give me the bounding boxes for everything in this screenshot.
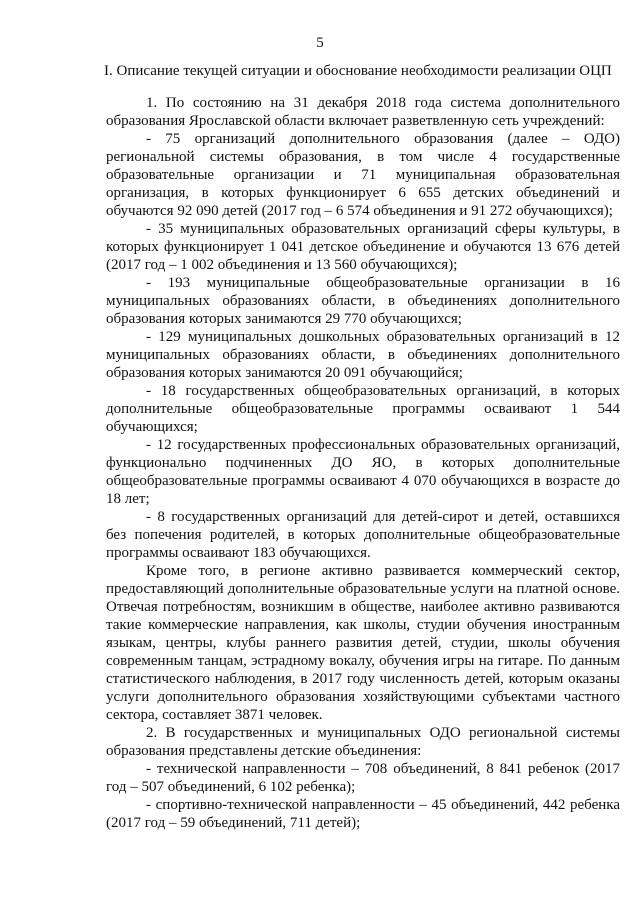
paragraph-associations: 2. В государственных и муниципальных ОДО региональной системы образования представлены детские объединения: xyxy=(106,725,620,759)
list-item-sport-technical: - спортивно-технической направленности – 45 объединений, 442 ребенка (2017 год – 59 объединений, 711 детей); xyxy=(106,797,620,831)
paragraph-intro: 1. По состоянию на 31 декабря 2018 года система дополнительного образования Ярославской области включает разветвленную сеть учреждений: xyxy=(106,95,620,129)
list-item-general-schools: - 193 муниципальные общеобразовательные организации в 16 муниципальных образованиях области, в объединениях дополнительного образования которых занимаются 29 770 обучающихся; xyxy=(106,275,620,327)
document-body xyxy=(106,94,620,832)
list-item-preschool: - 129 муниципальных дошкольных образовательных организаций в 12 муниципальных образованиях области, в объединениях дополнительного образования которых занимаются 20 091 обучающийся; xyxy=(106,329,620,381)
page-number: 5 xyxy=(316,35,324,51)
section-title: I. Описание текущей ситуации и обоснование необходимости реализации ОЦП xyxy=(104,63,612,79)
list-item-odo: - 75 организаций дополнительного образования (далее – ОДО) региональной системы образования, в том числе 4 государственные образовательные организации и 71 муниципальная образовательная организация, в которых функционирует 6 655 детских объединений и обучаются 92 090 детей (2017 год – 6 574 объединения и 91 272 обучающихся); xyxy=(106,131,620,219)
list-item-state-schools: - 18 государственных общеобразовательных организаций, в которых дополнительные общеобразовательные программы осваивают 1 544 обучающихся; xyxy=(106,383,620,435)
list-item-culture: - 35 муниципальных образовательных организаций сферы культуры, в которых функционирует 1 041 детское объединение и обучаются 13 676 детей (2017 год – 1 002 объединения и 13 560 обучающихся); xyxy=(106,221,620,273)
paragraph-commercial-sector: Кроме того, в регионе активно развивается коммерческий сектор, предоставляющий дополнительные образовательные услуги на платной основе. Отвечая потребностям, возникшим в обществе, наиболее активно развиваются такие коммерческие направления, как школы, студии обучения иностранным языкам, центры, клубы раннего развития детей, студии, школы обучения современным танцам, эстрадному вокалу, обучения игры на гитаре. По данным статистического наблюдения, в 2017 году численность детей, которым оказаны услуги дополнительного образования хозяйствующими субъектами частного сектора, составляет 3871 человек. xyxy=(106,563,620,723)
list-item-technical: - технической направленности – 708 объединений, 8 841 ребенок (2017 год – 507 объединений, 6 102 ребенка); xyxy=(106,761,620,795)
list-item-orphan-orgs: - 8 государственных организаций для детей-сирот и детей, оставшихся без попечения родителей, в которых дополнительные общеобразовательные программы осваивают 183 обучающихся. xyxy=(106,509,620,561)
list-item-professional: - 12 государственных профессиональных образовательных организаций, функционально подчиненных ДО ЯО, в которых дополнительные общеобразовательные программы осваивают 4 070 обучающихся в возрасте до 18 лет; xyxy=(106,437,620,507)
